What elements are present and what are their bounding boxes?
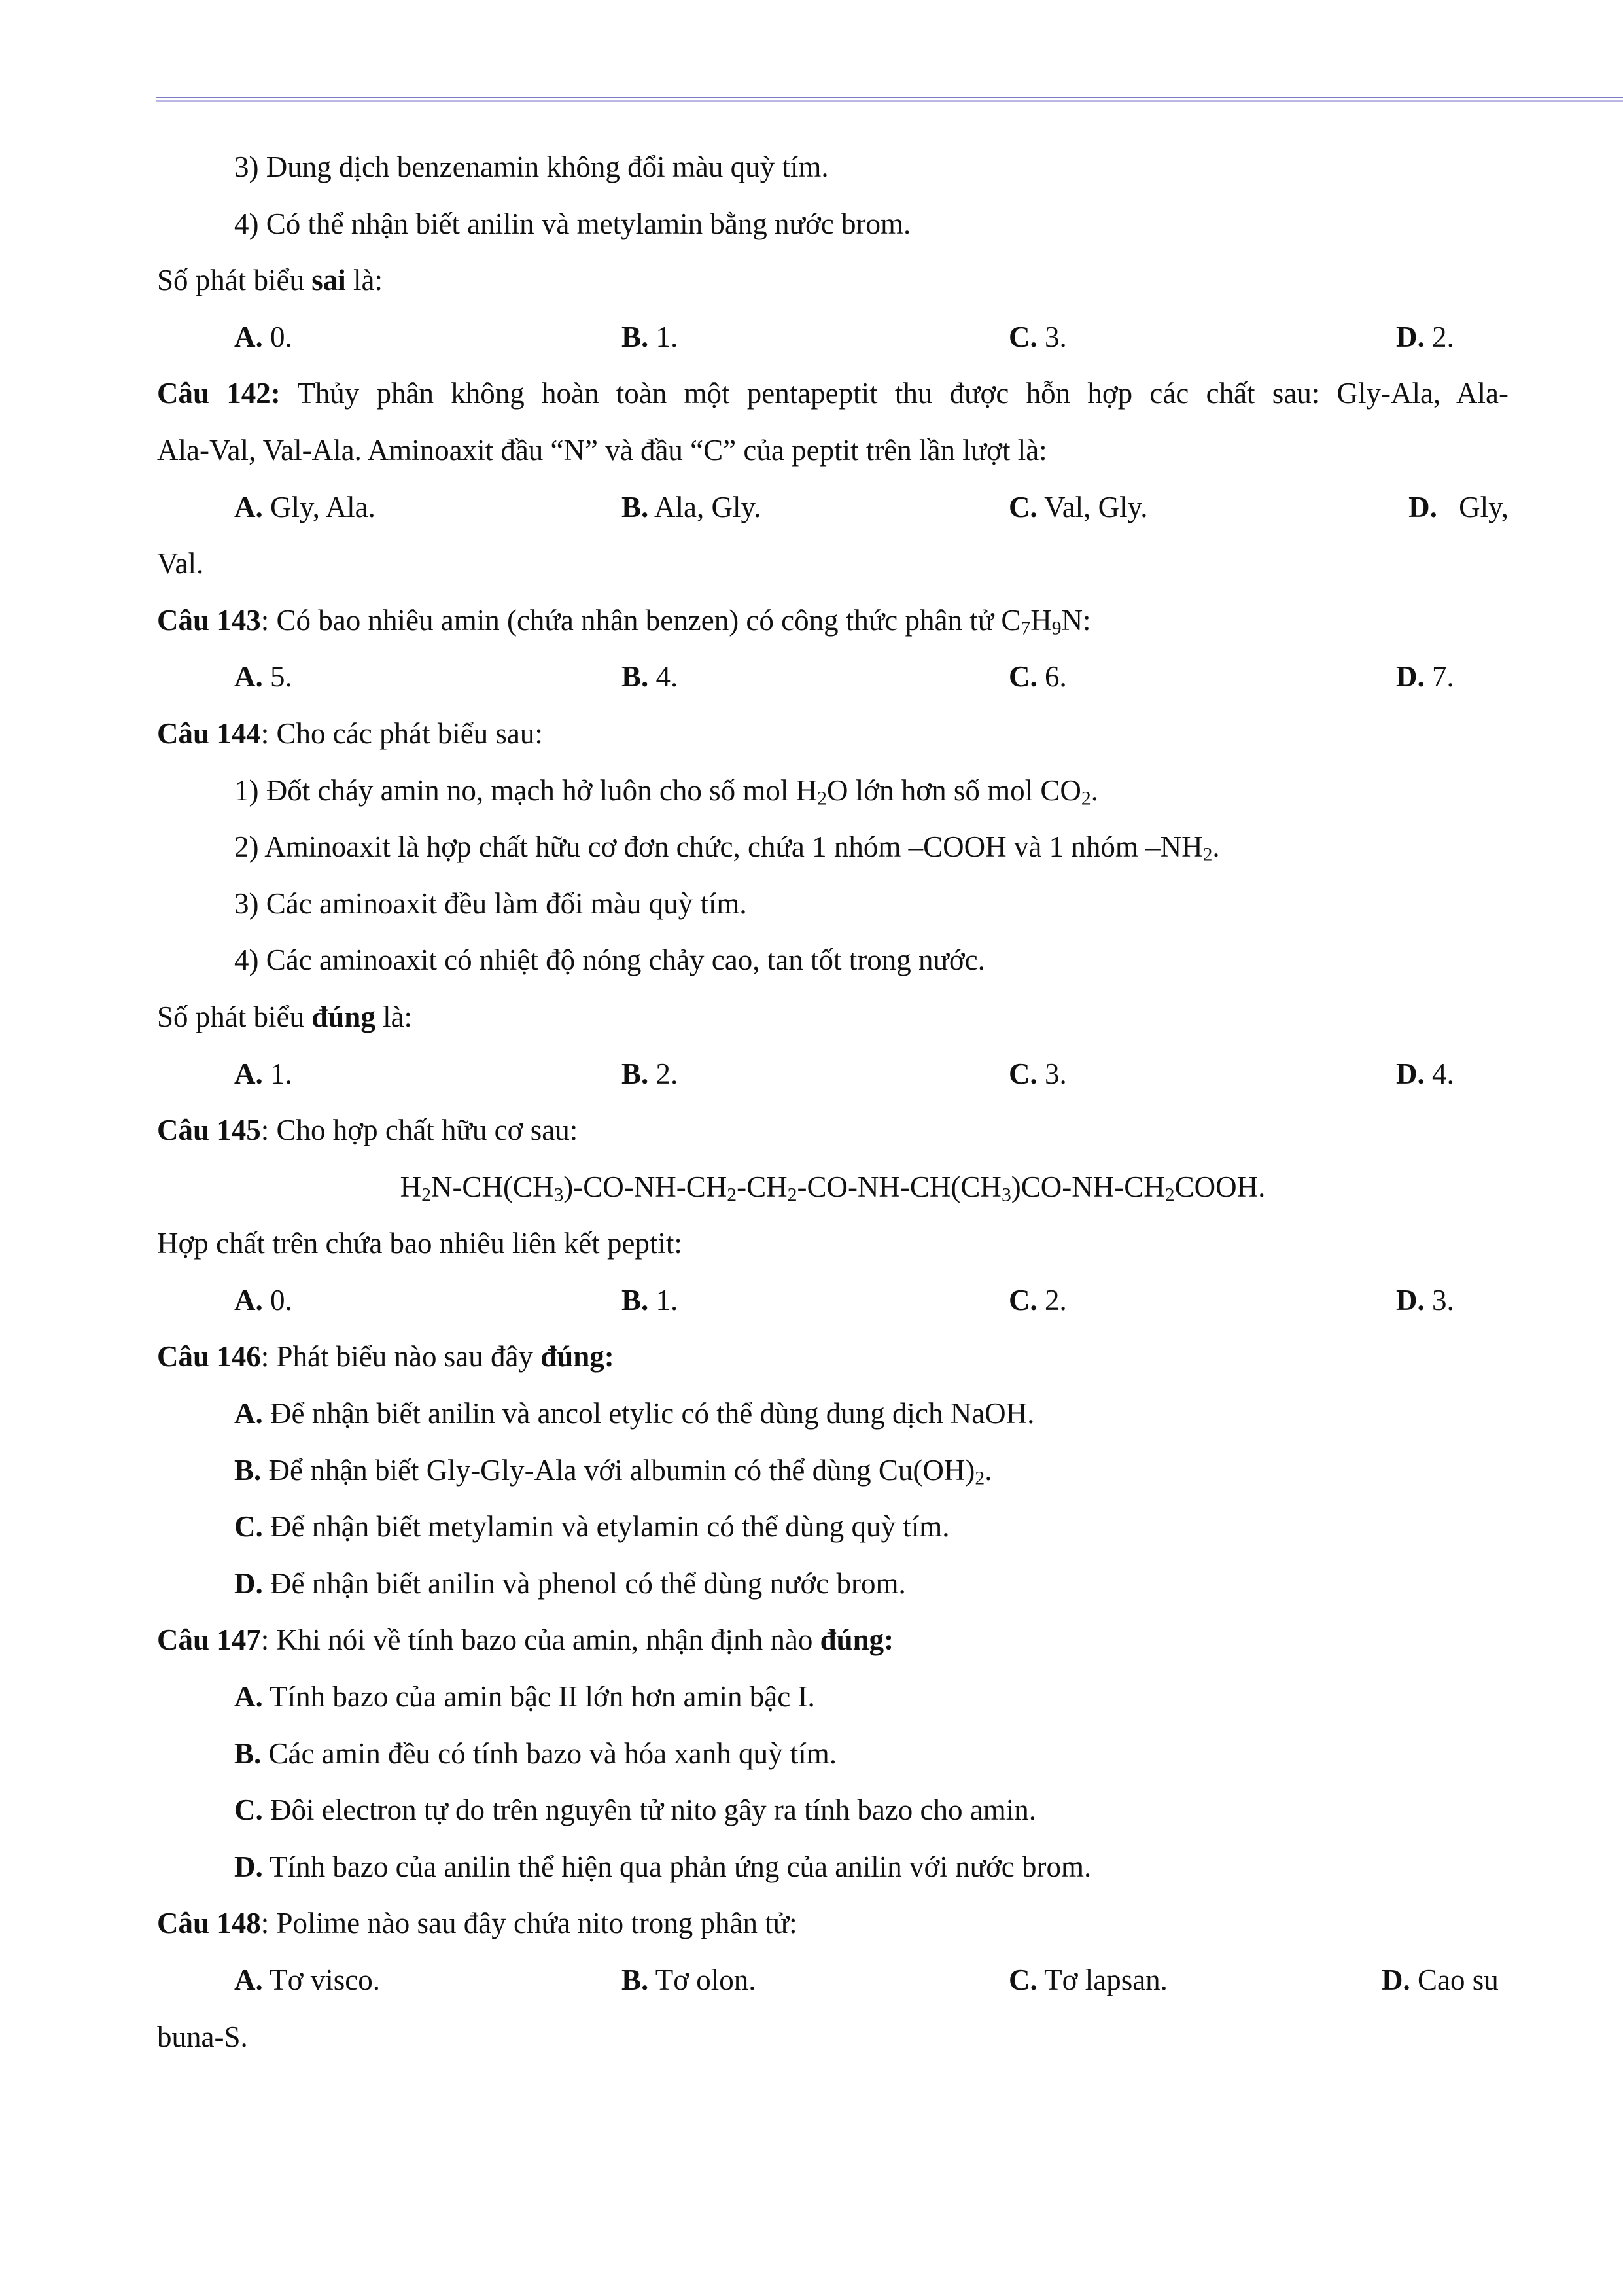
- statement-2: 2) Aminoaxit là hợp chất hữu cơ đơn chức, chứa 1 nhóm –COOH và 1 nhóm $-NH_2$.: [234, 830, 1220, 866]
- question-146: Câu 146: Phát biểu nào sau đây đúng:: [157, 1340, 614, 1373]
- statement-4: 4) Có thể nhận biết anilin và metylamin bằng nước brom.: [234, 207, 911, 240]
- option-c: C. Tơ lapsan.: [1009, 1964, 1168, 1996]
- answer-options: [157, 1046, 1509, 1103]
- option-b: B. Ala, Gly.: [621, 490, 761, 523]
- option-b: B. 1.: [621, 1283, 678, 1316]
- option-a: A. 0.: [234, 1283, 292, 1316]
- option-a: A. Tơ visco.: [234, 1964, 380, 1996]
- answer-options: [157, 1272, 1509, 1329]
- option-b: B. 4.: [621, 660, 678, 694]
- option-c: C. 2.: [1009, 1283, 1067, 1316]
- answer-options: [157, 1952, 1509, 2009]
- question-142-cont: Ala-Val, Val-Ala. Aminoaxit đầu “N” và đầu “C” của peptit trên lần lượt là:: [157, 433, 1047, 467]
- option-d: D. 4.: [1396, 1057, 1454, 1090]
- option-wrap: Val.: [157, 547, 204, 580]
- option-d: D. Để nhận biết anilin và phenol có thể dùng nước brom.: [234, 1566, 906, 1600]
- option-a: A. 5.: [234, 660, 292, 694]
- answer-options: [157, 309, 1509, 366]
- option-d: D. Tính bazo của anilin thể hiện qua phản ứng của anilin với nước brom.: [234, 1850, 1092, 1883]
- option-a: A. Gly, Ala.: [234, 490, 375, 523]
- question-prompt: Hợp chất trên chứa bao nhiêu liên kết peptit:: [157, 1227, 682, 1260]
- answer-options: [157, 479, 1509, 536]
- question-prompt: Số phát biểu sai là:: [157, 264, 383, 297]
- option-c: C. Để nhận biết metylamin và etylamin có thể dùng quỳ tím.: [234, 1510, 950, 1544]
- header-rule: [156, 97, 1623, 98]
- option-b: B. Tơ olon.: [621, 1964, 756, 1996]
- question-prompt: Số phát biểu đúng là:: [157, 1000, 413, 1033]
- statement-3: 3) Các aminoaxit đều làm đổi màu quỳ tím.: [234, 887, 747, 920]
- option-b: B. Các amin đều có tính bazo và hóa xanh quỳ tím.: [234, 1737, 837, 1770]
- option-a: A. 1.: [234, 1057, 292, 1090]
- option-b: B. 2.: [621, 1057, 678, 1090]
- option-a: A. Tính bazo của amin bậc II lớn hơn amin bậc I.: [234, 1680, 815, 1714]
- option-c: C. Val, Gly.: [1009, 490, 1148, 523]
- answer-options: [157, 648, 1509, 705]
- option-d: D. 2.: [1396, 320, 1454, 353]
- question-143: Câu 143: Có bao nhiêu amin (chứa nhân benzen) có công thức phân tử $C_7H_9N$:: [157, 603, 1091, 639]
- option-d: D. Cao su: [1382, 1964, 1499, 1996]
- statement-3: 3) Dung dịch benzenamin không đổi màu quỳ tím.: [234, 150, 829, 183]
- option-c: C. Đôi electron tự do trên nguyên tử nito gây ra tính bazo cho amin.: [234, 1793, 1036, 1827]
- option-a: A. Để nhận biết anilin và ancol etylic có thể dùng dung dịch NaOH.: [234, 1397, 1035, 1430]
- option-a: A. 0.: [234, 320, 292, 353]
- option-d: D. 3.: [1396, 1283, 1454, 1316]
- statement-4: 4) Các aminoaxit có nhiệt độ nóng chảy cao, tan tốt trong nước.: [234, 944, 985, 977]
- question-142: Câu 142: Thủy phân không hoàn toàn một pentapeptit thu được hỗn hợp các chất sau: Gly-Ala, Ala-: [157, 377, 1509, 410]
- option-d: D. 7.: [1396, 660, 1454, 694]
- statement-1: 1) Đốt cháy amin no, mạch hở luôn cho số mol $H_2O$ lớn hơn số mol $CO_2$.: [234, 773, 1098, 809]
- option-d: D. Gly,: [1408, 490, 1509, 523]
- option-b: B. 1.: [621, 320, 678, 353]
- chemical-formula: $H_2N-CH(CH_3)-CO-NH-CH_2-CH_2-CO-NH-CH(CH_3)CO-NH-CH_2COOH$.: [400, 1170, 1266, 1206]
- question-144: Câu 144: Cho các phát biểu sau:: [157, 716, 543, 750]
- option-c: C. 6.: [1009, 660, 1067, 694]
- option-b: B. Để nhận biết Gly-Gly-Ala với albumin có thể dùng $Cu(OH)_2$.: [234, 1453, 992, 1489]
- option-wrap: buna-S.: [157, 2020, 248, 2053]
- question-145: Câu 145: Cho hợp chất hữu cơ sau:: [157, 1114, 578, 1147]
- header-rule-shadow: [156, 100, 1623, 102]
- question-147: Câu 147: Khi nói về tính bazo của amin, nhận định nào đúng:: [157, 1623, 894, 1657]
- option-c: C. 3.: [1009, 320, 1067, 353]
- document-body: [157, 139, 1509, 2065]
- option-c: C. 3.: [1009, 1057, 1067, 1090]
- question-148: Câu 148: Polime nào sau đây chứa nito trong phân tử:: [157, 1907, 797, 1940]
